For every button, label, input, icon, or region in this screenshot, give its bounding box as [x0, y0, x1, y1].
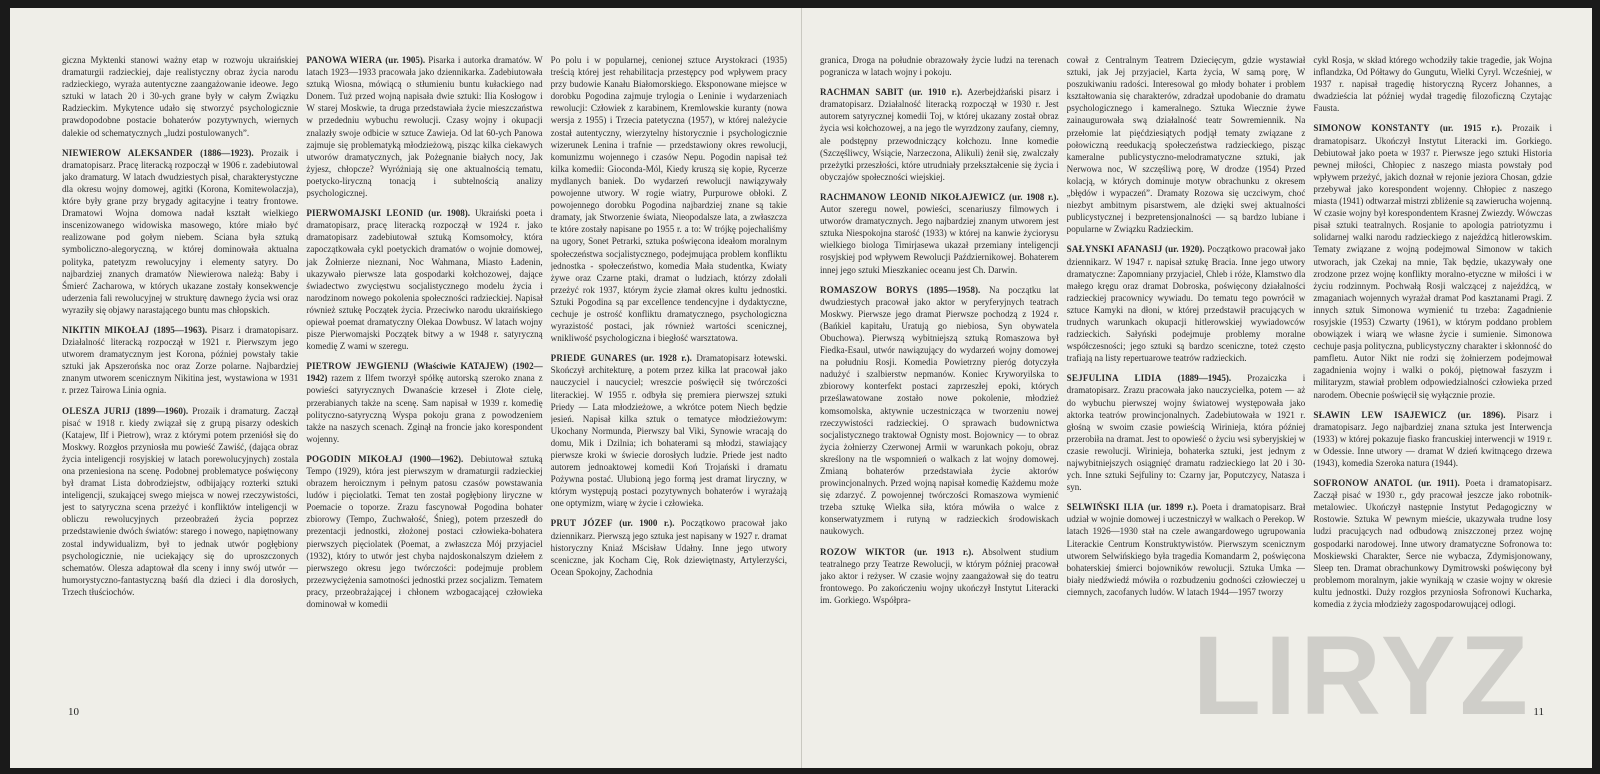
right-column-2 [1067, 54, 1306, 720]
entry-dates: (1889—1945). [1177, 373, 1232, 384]
dictionary-entry [1313, 477, 1552, 610]
right-column-1 [820, 54, 1059, 720]
entry-heading: RACHMANOW LEONID NIKOŁAJEWICZ [820, 191, 1006, 202]
entry-body: Dramatopisarz łotewski. Skończył architekturę, a potem przez kilka lat pracował jako nauczyciel i naucyciel; wreszcie poświęcił się twórczości literackiej. W 1955 r. odbyła się premiera pierwszej sztuki Priedy — Lata młodzieżowe, a wkrótce potem Niech będzie jesień. Napisał kilka sztuk o tematyce młodzieżowym: Ukochany Normunda, Pierwszy bal Viki, Synowie wracają do domu, Mik i Dzilnia; ich bohaterami są młodzi, stawiający pierwsze kroki w świecie dorosłych ludzie. Priede jest nadto autorem jednoaktowej komedii Koń Trojański i dramatu Pożywna postać. Ulubioną jego formą jest dramat liryczny, w którym występują postaci pozytywnych bohaterów i wyrażają one optymizm, wiarę w życie i człowieka. [550, 353, 787, 509]
entry-heading: SEJFULINA LIDIA [1066, 373, 1162, 384]
entry-heading: SIMONOW KONSTANTY [1313, 123, 1430, 134]
dictionary-entry [306, 54, 542, 199]
entry-body: Prozaiczka i dramatopisarz. Zrazu pracowała jako nauczycielka, potem — aż do wybuchu pierwszej wojny światowej występowała jako aktorka teatrów prowincjonalnych. Zadebiutowała w 1921 r. głośną w swoim czasie powieścią Wirinieja, która później przerobiła na dramat. Jest to opowieść o życiu wsi syberyjskiej w czasie rewolucji. Wirinieja, bohaterka sztuki, jest jednym z najwybitniejszych osiągnięć dramatu radzieckiego lat 20 i 30-ych. Inne sztuki Sejfuliny to: Czarny jar, Poputczycy, Natasza i syn. [1066, 373, 1306, 493]
page-number-right: 11 [1533, 706, 1544, 718]
dictionary-entry [1067, 54, 1306, 235]
dictionary-entry [62, 54, 298, 139]
dictionary-entry [820, 86, 1059, 183]
left-column-2 [306, 54, 542, 720]
entry-heading: ROZOW WIKTOR [820, 546, 906, 557]
entry-dates: (1899—1960). [134, 405, 189, 416]
dictionary-entry [1313, 122, 1552, 400]
entry-dates: (1895—1963). [153, 324, 208, 335]
watermark: LIRYZ [1192, 613, 1532, 738]
entry-body: Początkowo pracował jako dziennikarz. W 1947 r. napisał sztukę Bracia. Inne jego utwory dramatyczne: Zapomniany przyjaciel, Chleb i róże, Klamstwo dla małego kręgu oraz dramat Dobroska, poświęcony działalności radzieckiej pracownicy wywiadu. Do tematu tego powrócił w sztuce Kamyki na dłoni, w której przedstawił pracujących w trudnych warunkach okupacji hitlerowskiej wywiadowców radzieckich. Sałyński podejmuje problemy moralne współczesności; jego sztuki są bardzo sceniczne, toteż często trafiają na listy repertuarowe teatrów radzieckich. [1066, 244, 1306, 364]
entry-heading: NIEWIEROW ALEKSANDER [62, 147, 193, 158]
dictionary-entry [820, 284, 1059, 538]
dictionary-entry [62, 147, 298, 316]
entry-dates: (ur. 1896). [1457, 409, 1506, 420]
entry-body: Prozaik i dramatopisarz. Pracę literacką rozpoczął w 1906 r. zadebiutowal jako dramaturg. W latach dwudziestych pisał, charakterystyczne dla okresu wojny domowej, agitki (Korona, Komitewolaczja), które były grane przy brygady agitacyjne i teatry frontowe. Dramatowi Wojna domowa nadał kształt wielkiego inscenizowanego widowiska masowego, które miało być realizowane pod gołym niebem. Sciana była sztuką symboliczno-alegoryczną, w której dominowała aktualna polityka, patetyzm rewolucyjny i elementy satyry. Do najbardziej znanych dramatów Niewierowa należą: Baby i Śmierć Zacharowa, w których ukazane zostały konsekwencje uderzenia fali rewolucyjnej w strukturę dawnego życia wsi oraz wyraziły się objawy narastającego buntu mas chłopskich. [62, 147, 299, 315]
left-page [10, 8, 802, 768]
dictionary-entry [551, 517, 787, 577]
entry-body: Absolwent studium teatralnego przy Teatrze Rewolucji, w którym później pracował jako aktor i reżyser. W czasie wojny zaangażował się do teatru frontowego. Po zakończeniu wojny ukończył Instytut Literacki im. Gorkiego. Współpra- [820, 546, 1059, 605]
entry-heading: PANOWA WIERA [306, 55, 383, 65]
entry-body: Autor szeregu nowel, powieści, scenariuszy filmowych i utworów dramatycznych. Jego najbardziej znanym utworem jest sztuka Niespokojna starość (1933) w której na kanwie życiorysu wielkiego biologa Timirjasewa ukazał przemiany inteligencji rosyjskiej pod wpływem Rewolucji Październikowej. Bohaterem innej jego sztuki Mieszkaniec oceanu jest Ch. Darwin. [820, 204, 1059, 275]
entry-heading: SŁAWIN LEW ISAJEWICZ [1313, 409, 1447, 420]
dictionary-entry [62, 324, 298, 397]
entry-body: Ukraiński poeta i dramatopisarz, pracę literacką rozpoczął w 1924 r. jako dramatopisarz zadebiutował sztuką Komsomołcy, która zapoczątkowała cykl poetyckich dramatów o wojnie domowej, jak Żołnierze nieznani, Noc Wahmana, Miasto Ładenin, ukazywało pierwsze lata gospodarki kołchozowej, dające świadectwo zwycięstwu socjalistycznego modelu życia i narodzinom nowego pokolenia społeczności radzieckiej. Napisał również sztukę Początek życia. Przeciwko narodu ukraińskiego opiewał poemat dramatyczny Olekaa Dowbusz. W latach wojny pisze Pierwomajski Początek bitwy a w 1948 r. satyryczną komedię Z wami w szeregu. [306, 208, 543, 352]
dictionary-entry [1067, 501, 1306, 598]
entry-dates: (ur. 1908). [428, 208, 471, 219]
entry-heading: SAŁYNSKI AFANASIJ [1066, 244, 1163, 255]
dictionary-entry [1313, 409, 1552, 469]
page-number-left: 10 [68, 706, 79, 718]
dictionary-entry [1067, 243, 1306, 364]
entry-dates: (ur. 1913 r.). [914, 546, 974, 557]
entry-dates: (Właściwie KATAJEW) (1902—1942) [306, 361, 543, 384]
entry-body: razem z Ilfem tworzył spółkę autorską szeroko znana z powieści satyrycznych Dwanaście krzeseł i Złote cielę, przerabianych także na scenę. Sam napisał w 1939 r. komedię polityczno-satyryczną Wyspa pokoju grana z powodzeniem także na naszych scenach. Zginął na froncie jako korespondent wojenny. [306, 373, 543, 444]
entry-body: Poeta i dramatopisarz. Zaczął pisać w 1930 r., gdy pracował jeszcze jako robotnik-metalowiec. Ukończył następnie Instytut Pedagogiczny w Rostowie. Sztuka W pewnym mieście, ukazywała trudne losy ludzi pracujących nad odbudową zniszczonej przez wojnę gospodarki narodowej. Inne utwory dramatyczne Sofronowa to: Moskiewski Charakter, Serce nie wybacza, Zdymisjonowany, Sleep ten. Dramat obrachunkowy Dymitrowski poświęcony był problemom moralnym, jakie wynikają w czasie wojny w okresie kultu jednostki. Duży rozgłos przyniosła Sofronowi Kucharka, komedia z życia młodzieży zagospodarowującej odlogi. [1313, 478, 1553, 610]
entry-body: cował z Centralnym Teatrem Dziecięcym, gdzie wystawiał sztuki, jak Jej przyjaciel, Karta życia, W samą porę, W poszukiwaniu radości. Interesowal go młody bohater i problem kształtowania się charakterów, zdradzał upodobanie do dramatu psychologicznego i kameralnego. Sztuka Wiecznie żywe zainaugurowała swą działalność teatr Sowremiennik. Na przełomie lat pięćdziesiątych podjął tematy związane z połowiczną reedukacją społeczeństwa radzieckiego, pisząc kameralne publicystyczno-melodramatyczne sztuki, jak Nerwowa noc, W szczęśliwą porę, W drodze (1954) Przed kolacją, w których dominuje motyw obrachunku z okresem „błędów i wypaczeń”. Dramaty Rozowa się uczciwym, choć niezbyt ambitnym pisarstwem, ale dzięki swej aktualności publicystycznej i bezpretensjonalności — są bardzo lubiane i popularne w Związku Radzieckim. [1066, 55, 1306, 235]
entry-heading: PIERWOMAJSKI LEONID [306, 208, 424, 219]
entry-dates: (ur. 1910 r.). [909, 87, 963, 98]
entry-dates: (ur. 1928 r.). [640, 353, 692, 364]
entry-heading: PRIEDE GUNARES [550, 353, 637, 364]
entry-dates: (ur. 1900 r.). [619, 518, 675, 529]
entry-body: Na początku lat dwudziestych pracował jako aktor w peryferyjnych teatrach Moskwy. Pierwsze jego dramat Pierwsze pochodzą z 1924 r. (Bańkiel kapitału, Uratują go niebiosa, Syn obywatela Obuchowa). Pierwszą wybitniejszą sztuką Romaszowa był Fiedka-Esaul, utwór nawiązujący do wydarzeń wojny domowej na południu Rosji. Komedia Powietrzny pieróg dotyczyła nadużyć i szalbierstw nepmanów. Koniec Kryworyilska to zbiorowy konterfekt postaci zaprzeszłej epoki, których prześlawatowane zostało nowe pokolenie, młodzież komsomolska, aktywnie uczestnicząca w tworzeniu nowej rzeczywistości radzieckiej. O sprawach budownictwa socjalistycznego traktował Ognisty most. Bojownicy — to obraz życia żołnierzy Czerwonej Armii w warunkach pokoju, obraz skreślony na tle wspomnień o walkach z lat wojny domowej. Zmianą bohaterów przedstawiała życie aktorów prowincjonalnych. Przed wojną napisał komedię Każdemu może się zdarzyć. Z powojennej twórczości Romaszowa wymienić trzeba sztukę Wielka siła, która mówiła o walce z konserwatyzmem i rutyną w radzieckich środowiskach naukowych. [820, 284, 1059, 537]
entry-body: Pisarka i autorka dramatów. W latach 1923—1933 pracowała jako dziennikarka. Zadebiutowała sztuką Wiosna, mówiącą o stłumieniu buntu kułackiego nad Donem. Tuż przed wojną napisała dwie sztuki: Ilia Kosłogow i W starej Moskwie, ta druga przedstawiała życie mieszczaństwa w przededniu wybuchu rewolucji. Czasy wojny i okupacji znalazły swoje odbicie w sztuce Zawieja. Od lat 60-ych Panowa zajmuje się problematyką młodzieżową, pisząc kilka ciekawych utworów dramatycznych, jak Pożegnanie białych nocy, Jak żyjesz, chłopcze? Wyróżniają się one aktualnością tematu, poetycko-liryczną tonacją i subtelnością analizy psychologicznej. [306, 55, 543, 199]
entry-dates: (1895—1958). [926, 284, 981, 295]
entry-heading: ROMASZOW BORYS [820, 284, 918, 295]
left-column-1 [62, 54, 298, 720]
dictionary-entry [820, 546, 1059, 606]
entry-heading: SELWIŃSKI ILIA [1066, 502, 1144, 513]
entry-body: giczna Myktenki stanowi ważny etap w rozwoju ukraińskiej dramaturgii radzieckiej, daje realistyczny obraz życia narodu radzieckiego, wyraża autentyczne zaangażowanie ideowe. Jego sztuki w latach 20 i 30-ych grane były w całym Związku Radzieckim. Mykytence udało się stworzyć psychologicznie prawdopodobne postacie bohaterów pozytywnych, wiernych dalekie od schematycznych „ludzi postulowanych”. [62, 55, 299, 138]
entry-dates: (1900—1962). [409, 453, 464, 464]
dictionary-entry [551, 54, 787, 344]
entry-heading: SOFRONOW ANATOL [1313, 478, 1413, 489]
entry-heading: NIKITIN MIKOŁAJ [62, 324, 150, 335]
dictionary-entry [306, 360, 542, 445]
entry-body: Azerbejdżański pisarz i dramatopisarz. Działalność literacką rozpoczął w 1930 r. Jest autorem satyrycznej komedii Toj, w której ukazany został obraz życia wsi kołchozowej, a na jego tle wyrzdzony zaufany, ciemny, ale podstępny przewodniczący kołchozu. Inne komedie (Szczęśliwcy, Wsiącie, Narzeczona, Alikuli) żenił się, zwalczały przeżytki przeszłości, które utrudniały przekształcenie się życia i obyczajów społeczności wiejskiej. [820, 87, 1059, 182]
book-spread [10, 8, 1592, 768]
dictionary-entry [62, 405, 298, 599]
entry-dates: (1886—1923). [200, 147, 254, 158]
entry-dates: (ur. 1899 r.). [1147, 502, 1198, 513]
left-column-3 [551, 54, 787, 720]
dictionary-entry [820, 54, 1059, 78]
dictionary-entry [551, 352, 787, 509]
entry-dates: (ur. 1915 r.). [1439, 123, 1502, 134]
entry-dates: (ur. 1920). [1165, 244, 1205, 255]
dictionary-entry [306, 207, 542, 352]
entry-dates: (ur. 1905). [385, 55, 426, 65]
entry-heading: RACHMAN SABIT [820, 87, 904, 98]
entry-body: Pisarz i dramatopisarz. Jego najbardziej znana sztuka jest Interwencja (1933) w której pokazuje fiasko francuskiej interwencji w 1919 r. w Odessie. Inne utwory — dramat W dzień kwitnącego drzewa (1943), komedia Szeroka natura (1944). [1313, 409, 1553, 468]
entry-body: Pisarz i dramatopisarz. Działalność literacką rozpoczął w 1921 r. Pierwszym jego utworem dramatycznym jest Korona, później powstały takie sztuki jak Apszerońska noc oraz Zorze polarne. Najbardziej znanym utworem scenicznym Nikitina jest, wystawiona w 1931 r. przez Tairowa Linia ognia. [62, 324, 299, 396]
entry-body: cykl Rosja, w skład którego wchodziły takie tragedie, jak Wojna inflandzka, Od Półtawy do Gungutu, Wielki Cyryl. Wcześniej, w 1937 r. napisał tragedię historyczną Rycerz Johannes, a dwadzieścia lat później wydał tragedię filozoficzną Czytając Fausta. [1313, 55, 1553, 114]
entry-heading: POGODIN MIKOŁAJ [306, 453, 403, 464]
entry-body: Prozaik i dramatopisarz. Ukończył Instytut Literacki im. Gorkiego. Debiutował jako poeta w 1937 r. Pierwsze jego sztuki Historia pewnej miłości, Chłopiec z naszego miasta powstały pod wpływem przeżyć, jakich doznał w rejonie jeziora Chosan, gdzie przebywał jako korespondent wojenny. Chłopiec z naszego miasta (1941) odtwarzał mistrzi zbliżenie są zawierucha wojenną. W czasie wojny był korespondentem Krasnej Zwiezdy. Wówczas pisał sztuki teatralnych. Rosjanie to apologia patriotyzmu i solidarnej walki narodu radzieckiego z najeźdźcą hitlerowskim. Tematy związane z wojną podejmowal Simonow w takich utworach, jak Czekaj na mnie, Tak będzie, ukazywały one zrodzone przez wojnę konflikty moralno-etyczne w miłości i w życiu rodzinnym. Pochwałą Rosji walczącej z najeźdźcą, w zmaganiach wojennych wyrażał dramat Pod kasztanami Pragi. Z innych sztuk Simonowa wymienić tu trzeba: Zagadnienie rosyjskie (1953) Czwarty (1961), w którym poddano problem obowiązek i wiarą we własne życie i sumienie. Simonowa cechuje pasja polityczna, publicystyczny charakter i skłonność do pamfletu. Autor Nikt nie rodzi się żołnierzem podejmował zagadnienia wojny i walki o pokój, piętnował faszyzm i militaryzm, stawiał problem odpowiedzialności człowieka przed narodem. Obecnie poświęcił się wyłącznie prozie. [1313, 123, 1553, 400]
entry-dates: (ur. 1911). [1418, 478, 1460, 489]
dictionary-entry [1067, 372, 1306, 493]
entry-body: granica, Droga na południe obrazowały życie ludzi na terenach pogranicza w latach wojny i pokoju. [820, 55, 1059, 78]
entry-body: Debiutował sztuką Tempo (1929), która jest pierwszym w dramaturgii radzieckiej obrazem heroicznym i pełnym patosu czasów powstawania ludów i pięciolatki. Temat ten został pogłębiony liryczne w Poemacie o toporze. Zrazu fascynował Pogodina bohater zbiorowy (Tempo, Zuchwałość, Śnieg), potem przeszedł do prezentacji jednostki, złożonej postaci człowieka-bohatera pierwszych pięciolatek (Poemat, a zwłaszcza Mój przyjaciel (1932), który to utwór jest chyba najdoskonalszym dziełem z pierwszego okresu jego twórczości: podejmuje problem przezwyciężenia samotności jednostki przez socjalizm. Tematem pracy, przeobrażającej i chłonem wzbogacającej człowieka dominował w komedii [306, 453, 543, 610]
entry-heading: PRUT JÓZEF [550, 518, 613, 529]
right-column-3 [1313, 54, 1552, 720]
dictionary-entry [820, 191, 1059, 276]
entry-body: Poeta i dramatopisarz. Brał udział w wojnie domowej i uczestniczył w walkach o Perekop. W latach 1926—1930 stał na czele awangardowego ugrupowania Literackie Centrum Konstruktywistów. Pierwszym scenicznym utworem Selwińskiego była tragedia Komandarm 2, poświęcona bohaterskiej śmierci bojowników rewolucji. Sztuka Umka — biały niedźwiedź mówiła o rozbudzeniu godności człowieczej u ciemnych, zacofanych ludów. W latach 1944—1957 tworzy [1066, 502, 1306, 597]
entry-body: Początkowo pracował jako dziennikarz. Pierwszą jego sztuka jest napisany w 1927 r. dramat historyczny Kniaź Mścisław Udałny. Inne jego utwory sceniczne, jak Kocham Cię, Rok dziewiętnasty, Artylerzyści, Ocean Spokojny, Zachodnia [550, 518, 787, 577]
entry-heading: PIETROW JEWGIENIJ [306, 361, 409, 372]
entry-heading: OLESZA JURIJ [62, 405, 131, 416]
dictionary-entry [306, 453, 542, 610]
entry-body: Prozaik i dramaturg. Zaczął pisać w 1918 r. kiedy związał się z grupą pisarzy odeskich (Katajew, Ilf i Pietrow), wraz z którymi potem przeniósł się do Moskwy. Rozgłos przyniosła mu powieść Zawiść, (dająca obraz życia inteligencji rosyjskiej w latach porewolucyjnych) zostala ona przeniesiona na scenę. Podobnej problematyce poświęcony był dramat Lista dobrodziejstw, odbijający rozterki sztuki inteligencji, szukającej swego miejsca w nowej rzeczywistości, jest to satyryczna scena przeżyć i konfliktów inteligencji w obliczu rewolucyjnych przeobrażeń życia poprzez przedstawienie dwóch światów: starego i nowego, napiętnowany zostal indywidualizm, był to jednak utwór pogłębiony psychologicznie, nie uciekający się do uproszczonych schematów. Olesza adaptował dla sceny i inny swój utwór — humorystyczno-fantastyczną baśń dla dzieci i dla dorosłych, Trzech tłuściochów. [62, 405, 299, 597]
entry-body: Po polu i w popularnej, cenionej sztuce Arystokraci (1935) treścią której jest rehabilitacja przestępcy pod wpływem pracy przy budowie Kanału Białomorskiego. Eksponowane miejsce w dorobku Pogodina zajmuje trylogia o Leninie i wydarzeniach rewolucji: Człowiek z karabinem, Kremlowskie kuranty (nowa wersja z 1955) i Trzecia patetyczna (1957), w której należycie został autentyczny, wierzytelny historycznie i psychologicznie wizerunek Lenina i trafnie — przedstawiony okres rewolucji, komunizmu wojennego i czasów Nepu. Pogodin napisał też kilka komedii: Gioconda-Mól, Kiedy kruszą się kopie, Rycerze mydlanych baniek. Do wydarzeń rewolucji nawiązywały powojenne utwory. W rogie wiatry, Purpurowe obłoki. Z powojennego dorobku Pogodina najbardziej znane są takie dramaty, jak Stworzenie świata, Nieopodalsze lata, a zwłaszcza te które zostały napisane po 1955 r. a to: W trójkę pojechaliśmy na ugory, Sonet Petrarki, sztuka poświęcona ideałom moralnym społeczeństwa socjalistycznego, podejmująca problem konfliktu jednostka - społeczeństwo, komedia Mała studentka, Kwiaty żywe oraz Czarne ptaki, dramat o ludziach, którzy zdołali przeżyć rok 1937, którym życie złamał okres kultu jednostki. Sztuki Pogodina są par excellence tendencyjne i dydaktyczne, cechuje je ostrość konfliktu dramatycznego, psychologiczna wyrazistość postaci, jak również wartości scenicznej, wnikliwość psychologiczna i biegłość warsztatowa. [550, 55, 787, 344]
entry-dates: (ur. 1908 r.). [1009, 191, 1059, 202]
right-page [802, 8, 1592, 768]
dictionary-entry [1313, 54, 1552, 114]
